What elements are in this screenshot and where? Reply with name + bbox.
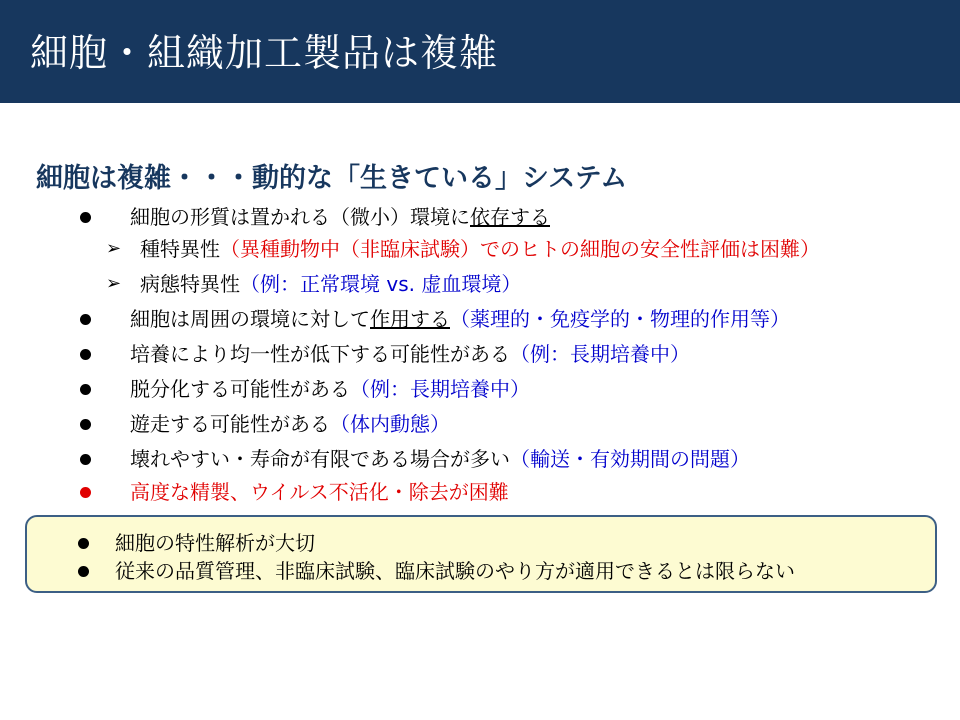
item-underlined-text: 作用する [370,307,450,331]
summary-text: 従来の品質管理、非臨床試験、臨床試験のやり方が適用できるとは限らない [115,559,795,583]
item-text: 遊走する可能性がある [130,412,330,436]
bullet-icon [80,384,91,395]
item-text: 脱分化する可能性がある [130,377,350,401]
bullet-icon [78,566,89,577]
bullet-icon [80,314,91,325]
bullet-icon [80,349,91,360]
bullet-icon [80,487,91,498]
item-note: （例：長期培養中） [350,377,530,401]
item-text: 高度な精製、ウイルス不活化・除去が困難 [130,480,509,504]
list-item [130,204,550,230]
bullet-icon [80,454,91,465]
list-item [130,306,790,332]
item-note: （例：正常環境 vs. 虚血環境） [240,272,522,296]
item-note: （体内動態） [330,412,450,436]
item-note: （輸送・有効期間の問題） [510,447,750,471]
list-item [140,271,521,297]
summary-item [115,558,795,584]
item-text: 細胞の形質は置かれる（微小）環境に [130,205,470,229]
list-item [130,446,750,472]
bullet-icon [80,419,91,430]
item-text: 病態特異性 [140,272,240,296]
item-text: 細胞は周囲の環境に対して [130,307,370,331]
item-note: （例：長期培養中） [510,342,690,366]
arrow-bullet-icon: ➢ [106,238,122,259]
bullet-icon [80,212,91,223]
item-text: 種特異性 [140,237,220,261]
list-item [130,341,690,367]
item-note: （異種動物中（非臨床試験）でのヒトの細胞の安全性評価は困難） [220,237,820,261]
list-item [140,236,820,262]
arrow-bullet-icon: ➢ [106,273,122,294]
item-text: 培養により均一性が低下する可能性がある [130,342,510,366]
item-note: （薬理的・免疫学的・物理的作用等） [450,307,790,331]
subheading: 細胞は複雑・・・動的な「生きている」システム [36,163,628,194]
title-bar [0,0,960,103]
item-text: 壊れやすい・寿命が有限である場合が多い [130,447,510,471]
summary-text: 細胞の特性解析が大切 [115,531,315,555]
item-underlined-text: 依存する [470,205,550,229]
slide-title: 細胞・組織加工製品は複雑 [30,31,499,75]
list-item [130,411,450,437]
list-item [130,479,509,505]
bullet-icon [78,538,89,549]
list-item [130,376,530,402]
summary-item [115,530,315,556]
